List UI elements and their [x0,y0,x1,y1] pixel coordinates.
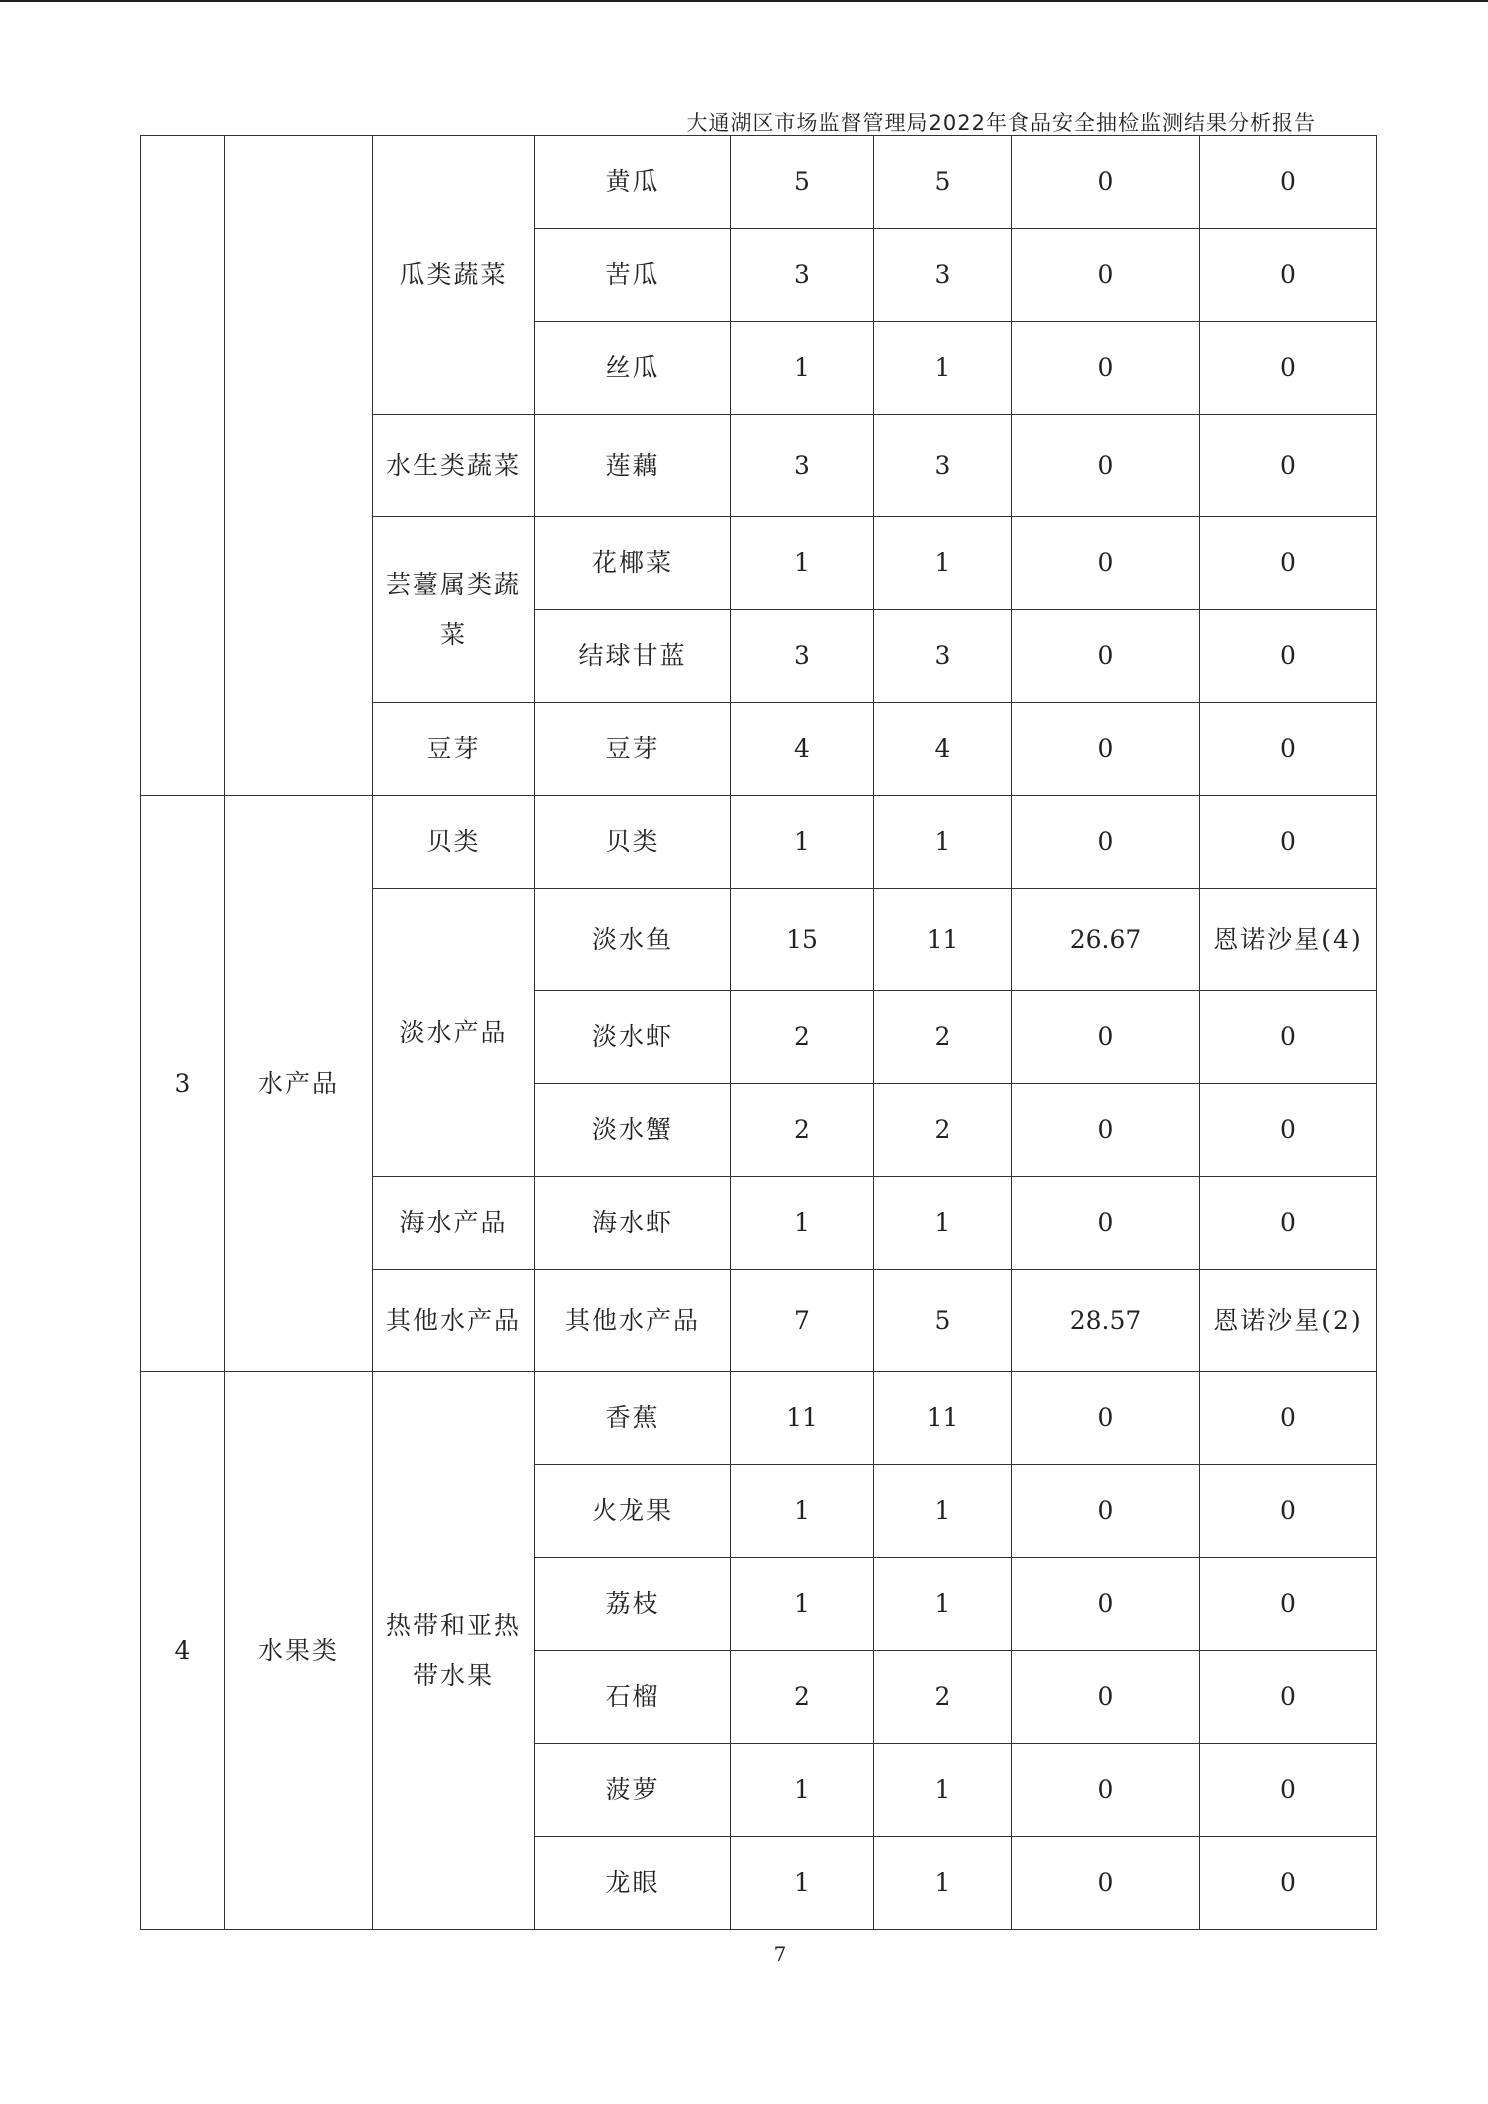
failure-rate: 0 [1012,415,1200,517]
item-cell: 香蕉 [535,1372,731,1465]
item-cell: 龙眼 [535,1837,731,1930]
item-cell: 荔枝 [535,1558,731,1651]
qualified-count: 1 [874,1558,1012,1651]
sampled-count: 2 [731,991,874,1084]
qualified-count: 4 [874,703,1012,796]
failed-item-note: 0 [1200,1651,1377,1744]
subcategory-cell: 贝类 [373,796,535,889]
sampled-count: 11 [731,1372,874,1465]
failure-rate: 0 [1012,703,1200,796]
failed-item-note: 恩诺沙星(2) [1200,1270,1377,1372]
inspection-results-table [140,135,1377,1930]
table-row [141,1372,1377,1465]
qualified-count: 1 [874,322,1012,415]
failure-rate: 0 [1012,1084,1200,1177]
failure-rate: 0 [1012,796,1200,889]
qualified-count: 1 [874,1177,1012,1270]
failure-rate: 0 [1012,1744,1200,1837]
failure-rate: 0 [1012,1837,1200,1930]
failed-item-note: 0 [1200,1177,1377,1270]
subcategory-cell: 瓜类蔬菜 [373,136,535,415]
item-cell: 丝瓜 [535,322,731,415]
failed-item-note: 0 [1200,610,1377,703]
failed-item-note: 0 [1200,1558,1377,1651]
failed-item-note: 0 [1200,1744,1377,1837]
category-cell [225,136,373,796]
failed-item-note: 0 [1200,1372,1377,1465]
qualified-count: 11 [874,1372,1012,1465]
failed-item-note: 0 [1200,703,1377,796]
failed-item-note: 0 [1200,322,1377,415]
failure-rate: 0 [1012,1651,1200,1744]
qualified-count: 1 [874,796,1012,889]
item-cell: 苦瓜 [535,229,731,322]
failure-rate: 0 [1012,1372,1200,1465]
sampled-count: 2 [731,1651,874,1744]
subcategory-cell: 水生类蔬菜 [373,415,535,517]
failed-item-note: 0 [1200,1084,1377,1177]
failed-item-note: 0 [1200,229,1377,322]
sampled-count: 1 [731,796,874,889]
item-cell: 淡水鱼 [535,889,731,991]
failure-rate: 0 [1012,136,1200,229]
category-cell: 水产品 [225,796,373,1372]
table-row [141,796,1377,889]
qualified-count: 1 [874,1465,1012,1558]
failure-rate: 26.67 [1012,889,1200,991]
failure-rate: 0 [1012,1177,1200,1270]
failure-rate: 0 [1012,517,1200,610]
qualified-count: 5 [874,1270,1012,1372]
failure-rate: 0 [1012,1465,1200,1558]
sampled-count: 1 [731,322,874,415]
failed-item-note: 0 [1200,1837,1377,1930]
item-cell: 结球甘蓝 [535,610,731,703]
sampled-count: 1 [731,517,874,610]
qualified-count: 3 [874,229,1012,322]
sampled-count: 1 [731,1177,874,1270]
failed-item-note: 0 [1200,796,1377,889]
qualified-count: 3 [874,415,1012,517]
item-cell: 石榴 [535,1651,731,1744]
sampled-count: 7 [731,1270,874,1372]
qualified-count: 2 [874,1084,1012,1177]
sampled-count: 5 [731,136,874,229]
failed-item-note: 0 [1200,1465,1377,1558]
qualified-count: 2 [874,991,1012,1084]
subcategory-cell: 豆芽 [373,703,535,796]
failed-item-note: 0 [1200,415,1377,517]
sampled-count: 3 [731,415,874,517]
sampled-count: 3 [731,610,874,703]
subcategory-cell: 海水产品 [373,1177,535,1270]
table-row [141,136,1377,229]
sampled-count: 2 [731,1084,874,1177]
failure-rate: 0 [1012,229,1200,322]
sampled-count: 15 [731,889,874,991]
qualified-count: 3 [874,610,1012,703]
sampled-count: 1 [731,1837,874,1930]
qualified-count: 1 [874,1837,1012,1930]
subcategory-cell: 芸薹属类蔬菜 [373,517,535,703]
failed-item-note: 0 [1200,991,1377,1084]
qualified-count: 11 [874,889,1012,991]
qualified-count: 2 [874,1651,1012,1744]
sampled-count: 4 [731,703,874,796]
failed-item-note: 0 [1200,136,1377,229]
failure-rate: 0 [1012,991,1200,1084]
page-top-border [0,0,1488,2]
item-cell: 其他水产品 [535,1270,731,1372]
item-cell: 贝类 [535,796,731,889]
subcategory-cell: 其他水产品 [373,1270,535,1372]
category-number-cell: 3 [141,796,225,1372]
sampled-count: 3 [731,229,874,322]
sampled-count: 1 [731,1465,874,1558]
failure-rate: 28.57 [1012,1270,1200,1372]
failure-rate: 0 [1012,1558,1200,1651]
qualified-count: 1 [874,517,1012,610]
qualified-count: 5 [874,136,1012,229]
item-cell: 豆芽 [535,703,731,796]
report-header: 大通湖区市场监督管理局2022年食品安全抽检监测结果分析报告 [686,111,1316,135]
item-cell: 莲藕 [535,415,731,517]
qualified-count: 1 [874,1744,1012,1837]
item-cell: 淡水蟹 [535,1084,731,1177]
item-cell: 花椰菜 [535,517,731,610]
failure-rate: 0 [1012,610,1200,703]
sampled-count: 1 [731,1744,874,1837]
sampled-count: 1 [731,1558,874,1651]
failed-item-note: 恩诺沙星(4) [1200,889,1377,991]
item-cell: 黄瓜 [535,136,731,229]
category-number-cell [141,136,225,796]
item-cell: 菠萝 [535,1744,731,1837]
page-number: 7 [773,1942,787,1966]
subcategory-cell: 淡水产品 [373,889,535,1177]
item-cell: 火龙果 [535,1465,731,1558]
item-cell: 淡水虾 [535,991,731,1084]
category-cell: 水果类 [225,1372,373,1930]
failed-item-note: 0 [1200,517,1377,610]
failure-rate: 0 [1012,322,1200,415]
category-number-cell: 4 [141,1372,225,1930]
subcategory-cell: 热带和亚热带水果 [373,1372,535,1930]
item-cell: 海水虾 [535,1177,731,1270]
